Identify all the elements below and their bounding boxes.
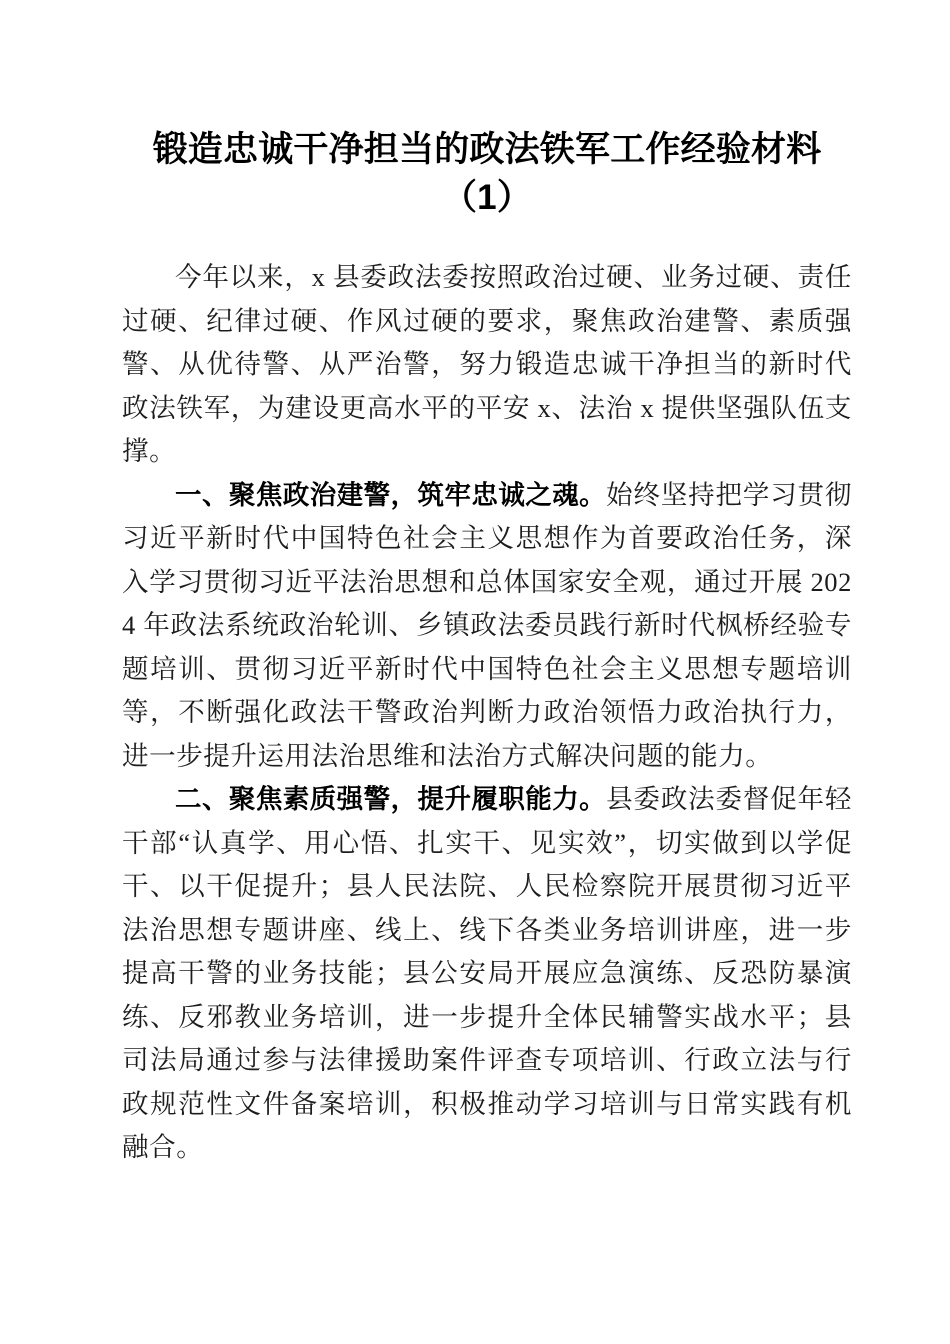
section-two-text: 县委政法委督促年轻干部“认真学、用心悟、扎实干、见实效”，切实做到以学促干、以干促提升；县人民法院、人民检察院开展贯彻习近平法治思想专题讲座、线上、线下各类业务培训讲座，进一步提高干警的业务技能；县公安局开展应急演练、反恐防暴演练、反邪教业务培训，进一步提升全体民辅警实战水平；县司法局通过参与法律援助案件评查专项培训、行政立法与行政规范性文件备案培训，积极推动学习培训与日常实践有机融合。 xyxy=(122,784,853,1162)
page-title xyxy=(122,0,852,222)
section-heading-one: 一、聚焦政治建警，筑牢忠诚之魂。 xyxy=(175,479,607,510)
paragraph-intro xyxy=(122,256,852,474)
page-title-main: 锻造忠诚干净担当的政法铁军工作经验材料 xyxy=(152,130,822,169)
paragraph-intro-text: 今年以来，x 县委政法委按照政治过硬、业务过硬、责任过硬、纪律过硬、作风过硬的要求，聚焦政治建警、素质强警、从优待警、从严治警，努力锻造忠诚干净担当的新时代政法铁军，为建设更高水平的平安 x、法治 x 提供坚强队伍支撑。 xyxy=(122,262,852,466)
paragraph-section-two xyxy=(122,778,852,1170)
page-title-suffix: （1） xyxy=(441,178,533,217)
section-one-text: 始终坚持把学习贯彻习近平新时代中国特色社会主义思想作为首要政治任务，深入学习贯彻习近平法治思想和总体国家安全观，通过开展 2024 年政法系统政治轮训、乡镇政法委员践行新时代枫桥经验专题培训、贯彻习近平新时代中国特色社会主义思想专题培训等，不断强化政法干警政治判断力政治领悟力政治执行力，进一步提升运用法治思维和法治方式解决问题的能力。 xyxy=(122,479,853,771)
section-heading-two: 二、聚焦素质强警，提升履职能力。 xyxy=(175,784,607,814)
document-body xyxy=(122,256,852,1170)
paragraph-section-one xyxy=(122,474,852,779)
document-content xyxy=(122,0,852,1170)
